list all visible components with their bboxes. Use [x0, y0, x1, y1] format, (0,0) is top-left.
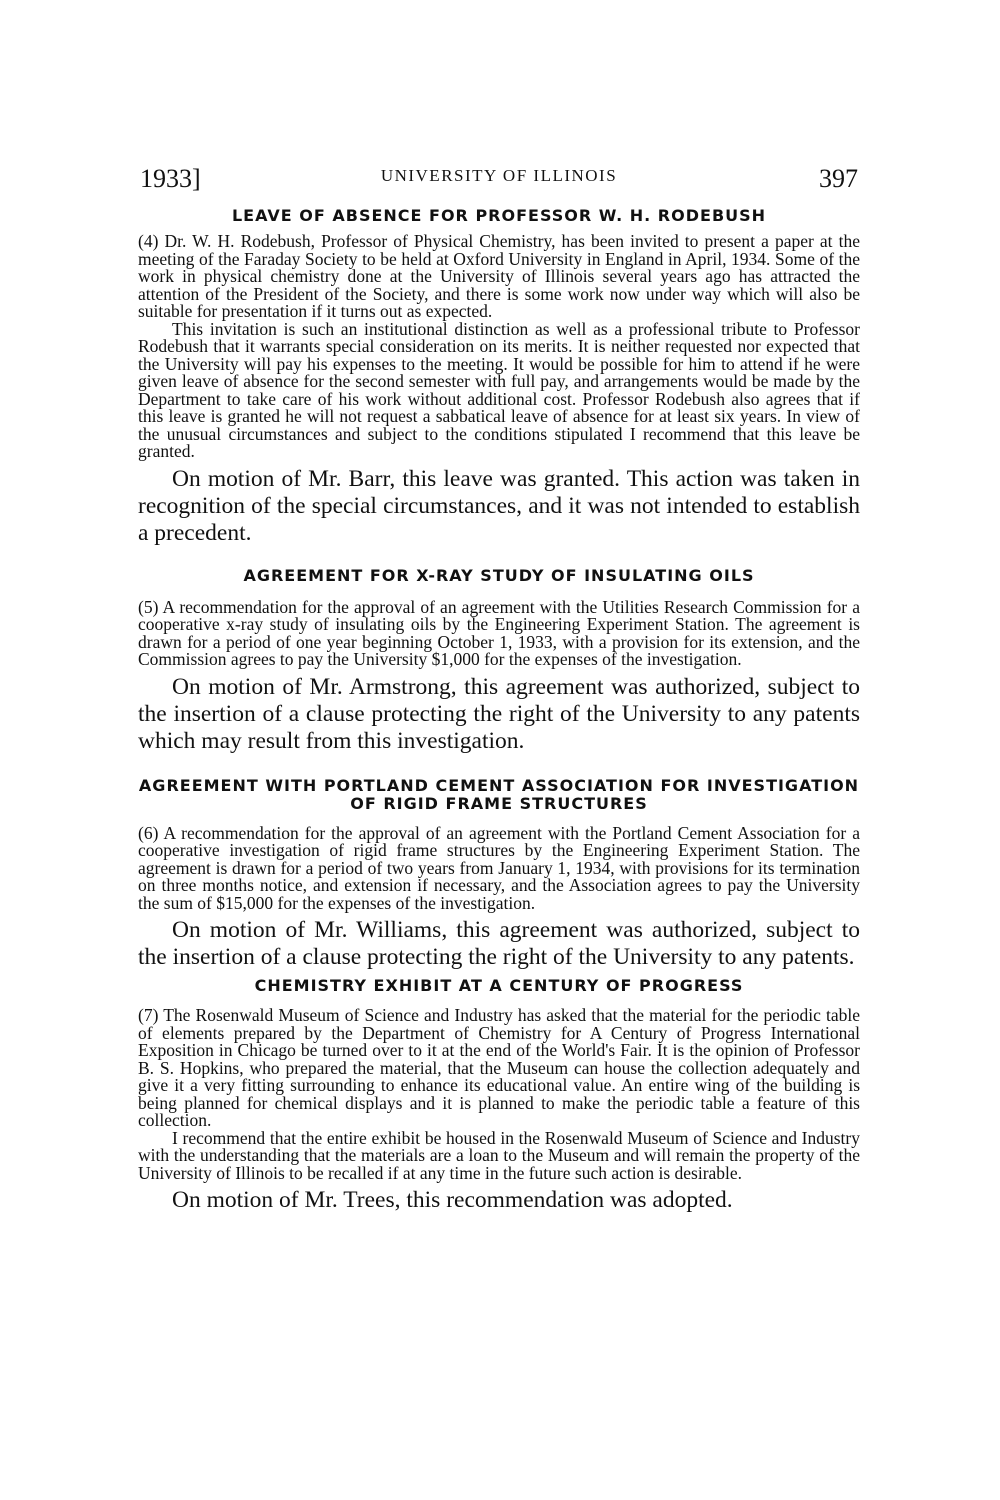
section-chemistry-exhibit	[138, 977, 860, 1214]
section-portland-cement	[138, 777, 860, 972]
page-number: 397	[819, 164, 858, 193]
section-heading: AGREEMENT WITH PORTLAND CEMENT ASSOCIATION FOR INVESTIGATION OF RIGID FRAME STRUCTURES	[138, 775, 860, 813]
body-paragraph: (4) Dr. W. H. Rodebush, Professor of Physical Chemistry, has been invited to present a paper at the meeting of the Faraday Society to be held at Oxford University in England in April, 1934. Some of the work in physical chemistry done at the University of Illinois several years ago has attracted the attention of the President of the Society, and there is some work now under way which will also be suitable for presentation if it turns out as expected.	[138, 231, 860, 321]
section-xray-study	[138, 567, 860, 755]
section-heading: LEAVE OF ABSENCE FOR PROFESSOR W. H. RODEBUSH	[231, 206, 767, 225]
body-paragraph: I recommend that the entire exhibit be housed in the Rosenwald Museum of Science and Industry with the understanding that the materials are a loan to the Museum and will remain the property of the University of Illinois to be recalled if at any time in the future such action is desirable.	[138, 1127, 860, 1183]
motion-paragraph: On motion of Mr. Williams, this agreement was authorized, subject to the insertion of a clause protecting the right of the University to any patents.	[138, 917, 860, 970]
body-paragraph: (6) A recommendation for the approval of an agreement with the Portland Cement Association for a cooperative investigation of rigid frame structures by the Engineering Experiment Station. The agreement is drawn for a period of two years from January 1, 1934, with provisions for its termination on three months notice, and extension if necessary, and the Association agrees to pay the University the sum of $15,000 for the expenses of the investigation.	[138, 822, 860, 913]
page-body	[138, 207, 860, 1214]
running-head-year: 1933]	[140, 164, 201, 193]
body-paragraph: (7) The Rosenwald Museum of Science and Industry has asked that the material for the periodic table of elements prepared by the Department of Chemistry for A Century of Progress International Exposition in Chicago be turned over to it at the end of the World's Fair. It is the opinion of Professor B. S. Hopkins, who prepared the material, that the Museum can house the collection adequately and give it a very fitting surrounding to enhance its educational value. An entire wing of the building is being planned for chemical displays and it is planned to make the periodic table a feature of this collection.	[138, 1005, 860, 1130]
motion-paragraph: On motion of Mr. Barr, this leave was granted. This action was taken in recognition of the special circumstances, and it was not intended to establish a precedent.	[138, 465, 860, 546]
body-paragraph: This invitation is such an institutional distinction as well as a professional tribute to Professor Rodebush that it warrants special consideration on its merits. It is neither requested nor expected that the University will pay his expenses to the meeting. It would be possible for him to attend if he were given leave of absence for the second semester with full pay, and arrangements would be made by the Department to take care of his work without additional cost. Professor Rodebush also agrees that if this leave is granted he will not request a sabbatical leave of absence for at least six years. In view of the unusual circumstances and subject to the conditions stipulated I recommend that this leave be granted.	[138, 318, 860, 461]
running-head	[140, 160, 858, 196]
body-paragraph: (5) A recommendation for the approval of an agreement with the Utilities Research Commission for a cooperative x-ray study of insulating oils by the Engineering Experiment Station. The agreement is drawn for a period of one year beginning October 1, 1933, with a provision for its extension, and the Commission agrees to pay the University $1,000 for the expenses of the investigation.	[138, 596, 860, 669]
section-heading: AGREEMENT FOR X-RAY STUDY OF INSULATING OILS	[243, 565, 755, 585]
section-rodebush-leave	[138, 207, 860, 547]
section-heading: CHEMISTRY EXHIBIT AT A CENTURY OF PROGRESS	[254, 976, 744, 995]
running-head-title: UNIVERSITY OF ILLINOIS	[380, 166, 618, 185]
motion-paragraph: On motion of Mr. Trees, this recommendation was adopted.	[172, 1187, 733, 1213]
motion-paragraph: On motion of Mr. Armstrong, this agreement was authorized, subject to the insertion of a clause protecting the right of the University to any patents which may result from this investigation.	[138, 673, 860, 754]
